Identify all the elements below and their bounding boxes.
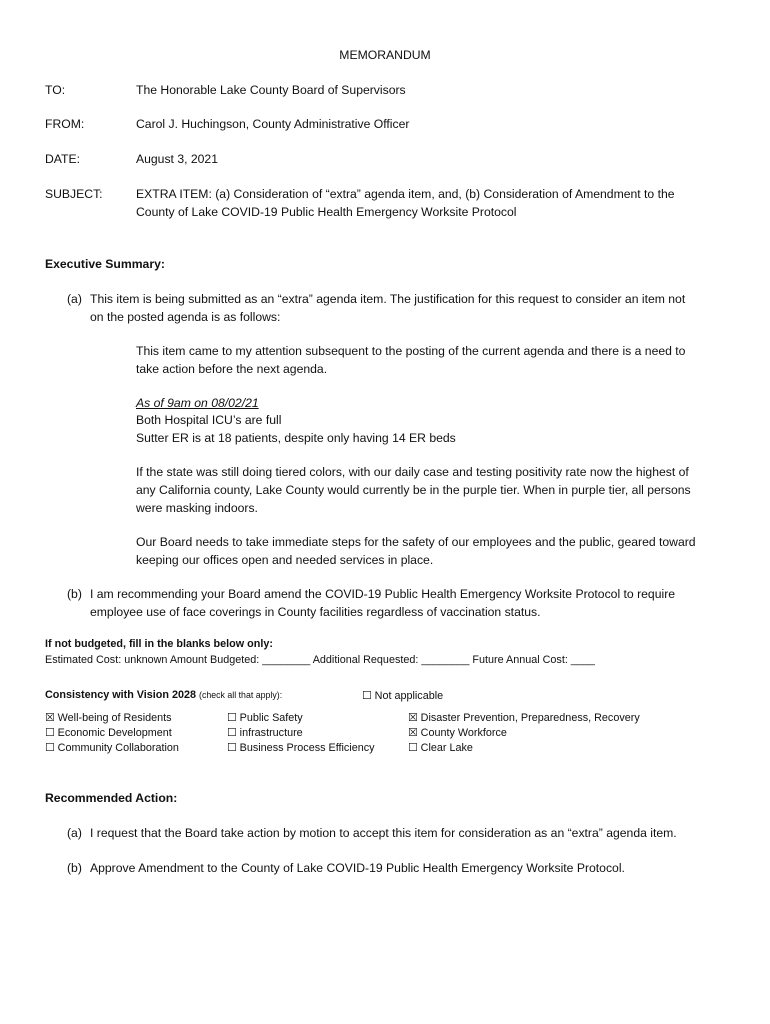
subject-line-2: County of Lake COVID-19 Public Health Emergency Worksite Protocol [136,205,517,219]
board-line-1: Our Board needs to take immediate steps for the safety of our employees and the public, geared toward [136,535,696,549]
date-label: DATE: [45,152,80,166]
checkbox-county-workforce[interactable]: ☒ County Workforce [408,727,507,739]
recommended-action-heading: Recommended Action: [45,791,178,805]
icu-status: Both Hospital ICU’s are full [136,413,282,427]
er-status: Sutter ER is at 18 patients, despite only having 14 ER beds [136,431,456,445]
to-value: The Honorable Lake County Board of Supervisors [136,83,406,97]
justification-line-1: This item came to my attention subsequent to the posting of the current agenda and there is a need to [136,344,686,358]
checkbox-economic-development[interactable]: ☐ Economic Development [45,727,172,739]
vision-note: (check all that apply): [199,690,283,700]
recommended-b-marker: (b) [67,861,82,875]
not-applicable-checkbox[interactable]: ☐ Not applicable [362,690,444,702]
checkbox-disaster-prevention[interactable]: ☒ Disaster Prevention, Preparedness, Recovery [408,712,640,724]
checkbox-well-being[interactable]: ☒ Well-being of Residents [45,712,172,724]
item-b-marker: (b) [67,587,82,601]
subject-line-1: EXTRA ITEM: (a) Consideration of “extra” agenda item, and, (b) Consideration of Amendment to the [136,187,675,201]
from-value: Carol J. Huchingson, County Administrative Officer [136,117,410,131]
checkbox-community-collaboration[interactable]: ☐ Community Collaboration [45,742,179,754]
justification-line-2: take action before the next agenda. [136,362,328,376]
recommended-b-text: Approve Amendment to the County of Lake COVID-19 Public Health Emergency Worksite Protocol. [90,861,625,875]
executive-summary-heading: Executive Summary: [45,257,165,271]
checkbox-infrastructure[interactable]: ☐ infrastructure [227,727,303,739]
item-a-line-2: on the posted agenda is as follows: [90,310,281,324]
subject-label: SUBJECT: [45,187,103,201]
item-a-line-1: This item is being submitted as an “extra” agenda item. The justification for this request to consider an item not [90,292,686,306]
to-label: TO: [45,83,66,97]
checkbox-clear-lake[interactable]: ☐ Clear Lake [408,742,473,754]
item-a-marker: (a) [67,292,82,306]
recommended-a-text: I request that the Board take action by motion to accept this item for consideration as an “extra” agenda item. [90,826,677,840]
vision-heading: Consistency with Vision 2028 [45,689,197,701]
vision-heading-row [45,689,282,701]
checkbox-business-process[interactable]: ☐ Business Process Efficiency [227,742,375,754]
board-line-2: keeping our offices open and needed services in place. [136,553,434,567]
budget-line: Estimated Cost: unknown Amount Budgeted: ________ Additional Requested: ________ Future Annual Cost: ____ [45,654,595,666]
checkbox-public-safety[interactable]: ☐ Public Safety [227,712,303,724]
budget-heading: If not budgeted, fill in the blanks below only: [45,638,273,650]
tier-line-2: any California county, Lake County would currently be in the purple tier. When in purple tier, all persons [136,483,691,497]
date-value: August 3, 2021 [136,152,218,166]
from-label: FROM: [45,117,85,131]
item-b-line-1: I am recommending your Board amend the COVID-19 Public Health Emergency Worksite Protocol to require [90,587,676,601]
recommended-a-marker: (a) [67,826,82,840]
as-of-heading: As of 9am on 08/02/21 [136,396,259,410]
tier-line-1: If the state was still doing tiered colors, with our daily case and testing positivity rate now the highest of [136,465,689,479]
item-b-line-2: employee use of face coverings in County facilities regardless of vaccination status. [90,605,541,619]
tier-line-3: were masking indoors. [136,501,258,515]
memo-title: MEMORANDUM [339,48,431,62]
